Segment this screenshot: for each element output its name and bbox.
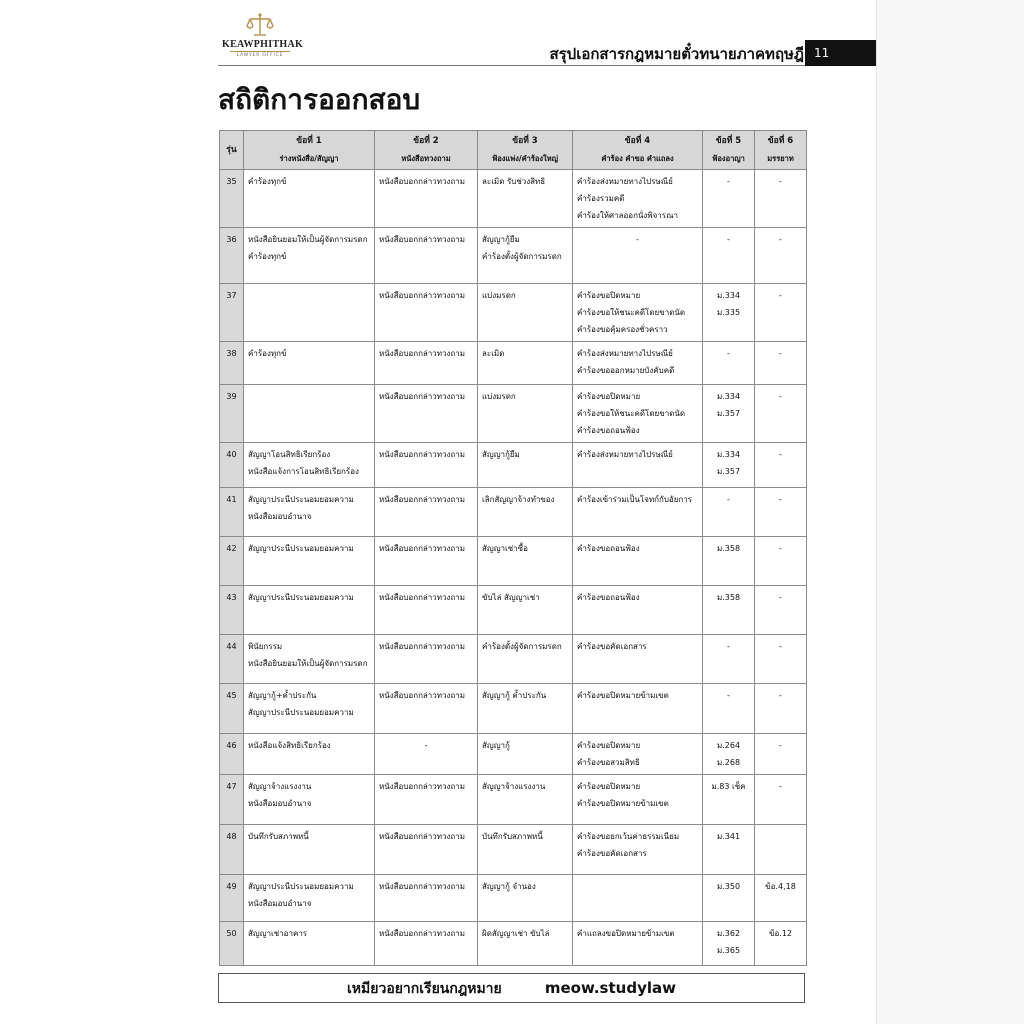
cell-line: หนังสือบอกกล่าวทวงถาม (379, 392, 466, 401)
cell-q2 (375, 684, 478, 734)
cell-q2 (375, 342, 478, 385)
footer-handle: meow.studylaw (544, 979, 676, 997)
cell-line: สัญญาประนีประนอมยอมความ (248, 495, 354, 504)
cell-q4 (573, 170, 703, 228)
cell-line: คำร้องทุกข์ (248, 349, 287, 358)
cell-q2 (375, 228, 478, 284)
cell-q3 (478, 586, 573, 635)
cell-q2 (375, 875, 478, 922)
cell-q5 (703, 488, 755, 537)
cell-q2 (375, 825, 478, 875)
cell-q6 (755, 342, 807, 385)
cell-q6 (755, 775, 807, 825)
cell-line: - (636, 235, 639, 244)
cell-line: คำร้องขอคุ้มครองชั่วคราว (577, 325, 668, 334)
cell-line: คำร้องขอออกหมายบังคับคดี (577, 366, 675, 375)
cell-line: - (727, 642, 730, 651)
cell-line: คำร้องรวมคดี (577, 194, 625, 203)
cell-line: - (779, 544, 782, 553)
cell-line: ม.358 (716, 593, 741, 602)
cell-q5 (703, 537, 755, 586)
cell-q6 (755, 734, 807, 775)
cell-q4 (573, 284, 703, 342)
cell-line: - (779, 349, 782, 358)
table-header-row (220, 131, 807, 170)
section-title: สถิติการออกสอบ (218, 83, 421, 116)
cell-q4 (573, 875, 703, 922)
row-number-cell: 43 (220, 586, 244, 635)
cell-q6 (755, 537, 807, 586)
cell-line: ข้อ.4,18 (765, 882, 796, 891)
cell-q3 (478, 170, 573, 228)
cell-line: ละเมิด (482, 349, 505, 358)
cell-line: ละเมิด รับช่วงสิทธิ (482, 177, 546, 186)
cell-q1 (244, 684, 375, 734)
scales-of-justice-icon (245, 12, 275, 38)
row-number-cell: 47 (220, 775, 244, 825)
cell-line: - (779, 291, 782, 300)
cell-q3 (478, 342, 573, 385)
cell-line: หนังสือบอกกล่าวทวงถาม (379, 291, 466, 300)
cell-q5 (703, 586, 755, 635)
cell-line: - (779, 593, 782, 602)
footer-banner (218, 973, 805, 1003)
cell-q3 (478, 922, 573, 966)
cell-line: ม.334 (716, 450, 741, 459)
cell-q1 (244, 488, 375, 537)
cell-line: ม.362 (716, 929, 741, 938)
column-header: ข้อที่ 6 มรรยาท (755, 131, 807, 170)
cell-q6 (755, 875, 807, 922)
table-row (220, 775, 807, 825)
cell-line: คำร้องเข้าร่วมเป็นโจทก์กับอัยการ (577, 495, 693, 504)
cell-line: คำร้องขอปิดหมาย (577, 291, 641, 300)
cell-line: คำร้องขอให้ชนะคดีโดยขาดนัด (577, 308, 686, 317)
page-number: 11 (805, 40, 876, 66)
cell-line: คำร้องขอปิดหมาย (577, 782, 641, 791)
cell-q2 (375, 635, 478, 684)
cell-line: หนังสือบอกกล่าวทวงถาม (379, 832, 466, 841)
cell-line: หนังสือบอกกล่าวทวงถาม (379, 495, 466, 504)
cell-q2 (375, 586, 478, 635)
cell-q2 (375, 284, 478, 342)
cell-q5 (703, 684, 755, 734)
cell-line: ม.341 (716, 832, 741, 841)
column-header: ข้อที่ 4 คำร้อง คำขอ คำแถลง (573, 131, 703, 170)
cell-line: ม.83 เช็ค (711, 782, 746, 791)
cell-line: หนังสือบอกกล่าวทวงถาม (379, 349, 466, 358)
exam-statistics-table (219, 130, 807, 966)
cell-q1 (244, 734, 375, 775)
cell-line: ม.268 (716, 758, 741, 767)
cell-line: สัญญากู้ยืม (482, 235, 520, 244)
cell-q3 (478, 537, 573, 586)
cell-q1 (244, 342, 375, 385)
cell-q4 (573, 684, 703, 734)
cell-line: - (727, 235, 730, 244)
column-header: ข้อที่ 1 ร่างหนังสือ/สัญญา (244, 131, 375, 170)
cell-q6 (755, 385, 807, 443)
cell-line: หนังสือมอบอำนาจ (248, 799, 312, 808)
cell-line: - (727, 691, 730, 700)
row-number-cell: 45 (220, 684, 244, 734)
cell-line: - (779, 450, 782, 459)
cell-q5 (703, 385, 755, 443)
row-number-cell: 46 (220, 734, 244, 775)
cell-q5 (703, 825, 755, 875)
cell-line: คำร้องขอปิดหมายข้ามเขต (577, 691, 669, 700)
cell-q6 (755, 170, 807, 228)
cell-line: - (779, 392, 782, 401)
cell-q2 (375, 734, 478, 775)
cell-q5 (703, 875, 755, 922)
cell-line: สัญญาประนีประนอมยอมความ (248, 544, 354, 553)
cell-q5 (703, 775, 755, 825)
cell-q4 (573, 385, 703, 443)
cell-line: บันทึกรับสภาพหนี้ (248, 832, 309, 841)
cell-q5 (703, 734, 755, 775)
cell-line: คำร้องขอสวมสิทธิ (577, 758, 640, 767)
cell-q5 (703, 170, 755, 228)
cell-line: หนังสือบอกกล่าวทวงถาม (379, 929, 466, 938)
cell-q6 (755, 825, 807, 875)
page-edge (876, 0, 877, 1024)
cell-q2 (375, 170, 478, 228)
cell-line: - (779, 782, 782, 791)
cell-line: ม.365 (716, 946, 741, 955)
footer-thai-text: เหมียวอยากเรียนกฎหมาย (347, 981, 502, 997)
cell-q1 (244, 775, 375, 825)
cell-line: หนังสือบอกกล่าวทวงถาม (379, 177, 466, 186)
cell-line: คำร้องขอปิดหมายข้ามเขต (577, 799, 669, 808)
cell-q1 (244, 537, 375, 586)
table-row (220, 385, 807, 443)
cell-q3 (478, 635, 573, 684)
cell-q1 (244, 922, 375, 966)
row-number-cell: 39 (220, 385, 244, 443)
table-row (220, 443, 807, 488)
cell-line: หนังสือบอกกล่าวทวงถาม (379, 782, 466, 791)
cell-q4 (573, 734, 703, 775)
table-row (220, 734, 807, 775)
cell-line: คำร้องให้ศาลออกนั่งพิจารณา (577, 211, 678, 220)
table-row (220, 537, 807, 586)
cell-line: สัญญาประนีประนอมยอมความ (248, 708, 354, 717)
cell-line: สัญญากู้ จำนอง (482, 882, 536, 891)
cell-line: สัญญากู้ (482, 741, 510, 750)
cell-q3 (478, 385, 573, 443)
cell-q6 (755, 443, 807, 488)
cell-line: คำร้องขอให้ชนะคดีโดยขาดนัด (577, 409, 686, 418)
cell-line: หนังสือบอกกล่าวทวงถาม (379, 642, 466, 651)
cell-line: สัญญากู้ยืม (482, 450, 520, 459)
cell-line: - (727, 495, 730, 504)
cell-q5 (703, 228, 755, 284)
cell-q4 (573, 775, 703, 825)
cell-line: ม.350 (716, 882, 741, 891)
cell-line: สัญญาประนีประนอมยอมความ (248, 593, 354, 602)
cell-line: - (779, 741, 782, 750)
cell-line: แบ่งมรดก (482, 392, 516, 401)
logo-name: KEAWPHITHAK (222, 39, 304, 50)
cell-line: หนังสือบอกกล่าวทวงถาม (379, 691, 466, 700)
cell-q1 (244, 170, 375, 228)
cell-line: คำร้องขอปิดหมาย (577, 392, 641, 401)
cell-q2 (375, 443, 478, 488)
row-number-cell: 48 (220, 825, 244, 875)
cell-q4 (573, 488, 703, 537)
cell-q2 (375, 488, 478, 537)
cell-q4 (573, 922, 703, 966)
cell-line: หนังสือบอกกล่าวทวงถาม (379, 593, 466, 602)
cell-line: หนังสือยินยอมให้เป็นผู้จัดการมรดก (248, 659, 368, 668)
cell-q4 (573, 537, 703, 586)
cell-line: คำร้องส่งหมายทางไปรษณีย์ (577, 450, 673, 459)
cell-line: คำร้องทุกข์ (248, 252, 287, 261)
header-title: สรุปเอกสารกฎหมายตั๋วทนายภาคทฤษฎี (549, 45, 804, 63)
cell-line: สัญญากู้ ค้ำประกัน (482, 691, 547, 700)
cell-line: แบ่งมรดก (482, 291, 516, 300)
cell-line: ม.357 (716, 467, 741, 476)
cell-q3 (478, 488, 573, 537)
cell-line: คำร้องขอถอนฟ้อง (577, 544, 640, 553)
table-row (220, 684, 807, 734)
cell-line: คำร้องส่งหมายทางไปรษณีย์ (577, 349, 673, 358)
cell-q5 (703, 342, 755, 385)
logo (222, 12, 304, 64)
cell-q6 (755, 228, 807, 284)
cell-line: หนังสือบอกกล่าวทวงถาม (379, 544, 466, 553)
cell-line: คำร้องส่งหมายทางไปรษณีย์ (577, 177, 673, 186)
table-body (220, 170, 807, 966)
row-number-cell: 36 (220, 228, 244, 284)
cell-q4 (573, 586, 703, 635)
cell-line: - (424, 741, 428, 750)
cell-line: คำร้องตั้งผู้จัดการมรดก (482, 252, 562, 261)
cell-q3 (478, 775, 573, 825)
cell-line: หนังสือมอบอำนาจ (248, 899, 312, 908)
cell-q4 (573, 635, 703, 684)
row-number-cell: 50 (220, 922, 244, 966)
table-row (220, 488, 807, 537)
cell-line: ขับไล่ สัญญาเช่า (482, 593, 540, 602)
cell-q1 (244, 586, 375, 635)
cell-line: หนังสือแจ้งสิทธิเรียกร้อง (248, 741, 331, 750)
cell-line: คำร้องขอถอนฟ้อง (577, 593, 640, 602)
logo-subtitle: LAWYER OFFICE (230, 51, 290, 58)
column-header: ข้อที่ 2 หนังสือทวงถาม (375, 131, 478, 170)
cell-line: ม.334 (716, 392, 741, 401)
cell-line: พินัยกรรม (248, 642, 283, 651)
table-row (220, 825, 807, 875)
cell-line: หนังสือบอกกล่าวทวงถาม (379, 450, 466, 459)
cell-line: บันทึกรับสภาพหนี้ (482, 832, 543, 841)
cell-q1 (244, 875, 375, 922)
cell-q1 (244, 385, 375, 443)
cell-q6 (755, 488, 807, 537)
table-row (220, 170, 807, 228)
cell-line: ม.264 (716, 741, 741, 750)
row-number-cell: 49 (220, 875, 244, 922)
table-row (220, 922, 807, 966)
table-row (220, 635, 807, 684)
cell-q3 (478, 734, 573, 775)
row-number-cell: 37 (220, 284, 244, 342)
cell-line: หนังสือบอกกล่าวทวงถาม (379, 882, 466, 891)
cell-line: หนังสือยินยอมให้เป็นผู้จัดการมรดก (248, 235, 368, 244)
cell-q4 (573, 443, 703, 488)
cell-line: - (727, 177, 730, 186)
cell-q1 (244, 635, 375, 684)
cell-line: คำแถลงขอปิดหมายข้ามเขต (577, 929, 675, 938)
cell-line: ผิดสัญญาเช่า ขับไล่ (482, 929, 550, 938)
cell-q6 (755, 684, 807, 734)
cell-line: คำร้องขอปิดหมาย (577, 741, 641, 750)
cell-q6 (755, 635, 807, 684)
cell-q1 (244, 443, 375, 488)
cell-line: คำร้องขอยกเว้นค่าธรรมเนียม (577, 832, 680, 841)
cell-q3 (478, 684, 573, 734)
cell-line: คำร้องขอคัดเอกสาร (577, 642, 647, 651)
column-header: รุ่น (220, 131, 244, 170)
row-number-cell: 40 (220, 443, 244, 488)
cell-q1 (244, 228, 375, 284)
cell-line: ม.334 (716, 291, 741, 300)
cell-line: - (779, 691, 782, 700)
cell-q3 (478, 825, 573, 875)
cell-q2 (375, 775, 478, 825)
cell-q6 (755, 922, 807, 966)
table-row (220, 284, 807, 342)
header-divider (218, 65, 805, 66)
cell-line: สัญญากู้+ค้ำประกัน (248, 691, 317, 700)
cell-line: - (779, 495, 782, 504)
cell-q5 (703, 635, 755, 684)
cell-line: คำร้องขอคัดเอกสาร (577, 849, 647, 858)
cell-line: คำร้องขอถอนฟ้อง (577, 426, 640, 435)
cell-line: - (779, 642, 782, 651)
cell-q6 (755, 284, 807, 342)
cell-line: ม.335 (716, 308, 741, 317)
cell-line: ม.357 (716, 409, 741, 418)
cell-q6 (755, 586, 807, 635)
row-number-cell: 42 (220, 537, 244, 586)
column-header: ข้อที่ 5 ฟ้องอาญา (703, 131, 755, 170)
cell-q4 (573, 228, 703, 284)
cell-q4 (573, 342, 703, 385)
cell-q3 (478, 875, 573, 922)
cell-line: ข้อ.12 (769, 929, 792, 938)
cell-line: สัญญาเช่าซื้อ (482, 544, 528, 553)
cell-q3 (478, 284, 573, 342)
row-number-cell: 38 (220, 342, 244, 385)
cell-line: หนังสือบอกกล่าวทวงถาม (379, 235, 466, 244)
table-row (220, 586, 807, 635)
cell-line: สัญญาจ้างแรงงาน (248, 782, 312, 791)
cell-line: - (779, 177, 782, 186)
row-number-cell: 35 (220, 170, 244, 228)
cell-line: คำร้องตั้งผู้จัดการมรดก (482, 642, 562, 651)
cell-q1 (244, 825, 375, 875)
cell-line: สัญญาโอนสิทธิเรียกร้อง (248, 450, 331, 459)
column-header: ข้อที่ 3 ฟ้องแพ่ง/คำร้องใหญ่ (478, 131, 573, 170)
table-row (220, 342, 807, 385)
cell-line: สัญญาเช่าอาคาร (248, 929, 308, 938)
row-number-cell: 44 (220, 635, 244, 684)
cell-line: เลิกสัญญาจ้างทำของ (482, 495, 555, 504)
cell-q1 (244, 284, 375, 342)
table-row (220, 228, 807, 284)
cell-q5 (703, 922, 755, 966)
cell-line: คำร้องทุกข์ (248, 177, 287, 186)
cell-line: หนังสือแจ้งการโอนสิทธิเรียกร้อง (248, 467, 359, 476)
table-row (220, 875, 807, 922)
cell-q2 (375, 537, 478, 586)
cell-line: สัญญาประนีประนอมยอมความ (248, 882, 354, 891)
cell-q2 (375, 385, 478, 443)
cell-q5 (703, 284, 755, 342)
cell-line: หนังสือมอบอำนาจ (248, 512, 312, 521)
cell-line: - (727, 349, 730, 358)
cell-q3 (478, 443, 573, 488)
cell-line: - (779, 235, 782, 244)
cell-q4 (573, 825, 703, 875)
cell-q5 (703, 443, 755, 488)
cell-q3 (478, 228, 573, 284)
cell-line: สัญญาจ้างแรงงาน (482, 782, 546, 791)
row-number-cell: 41 (220, 488, 244, 537)
cell-q2 (375, 922, 478, 966)
cell-line: ม.358 (716, 544, 741, 553)
